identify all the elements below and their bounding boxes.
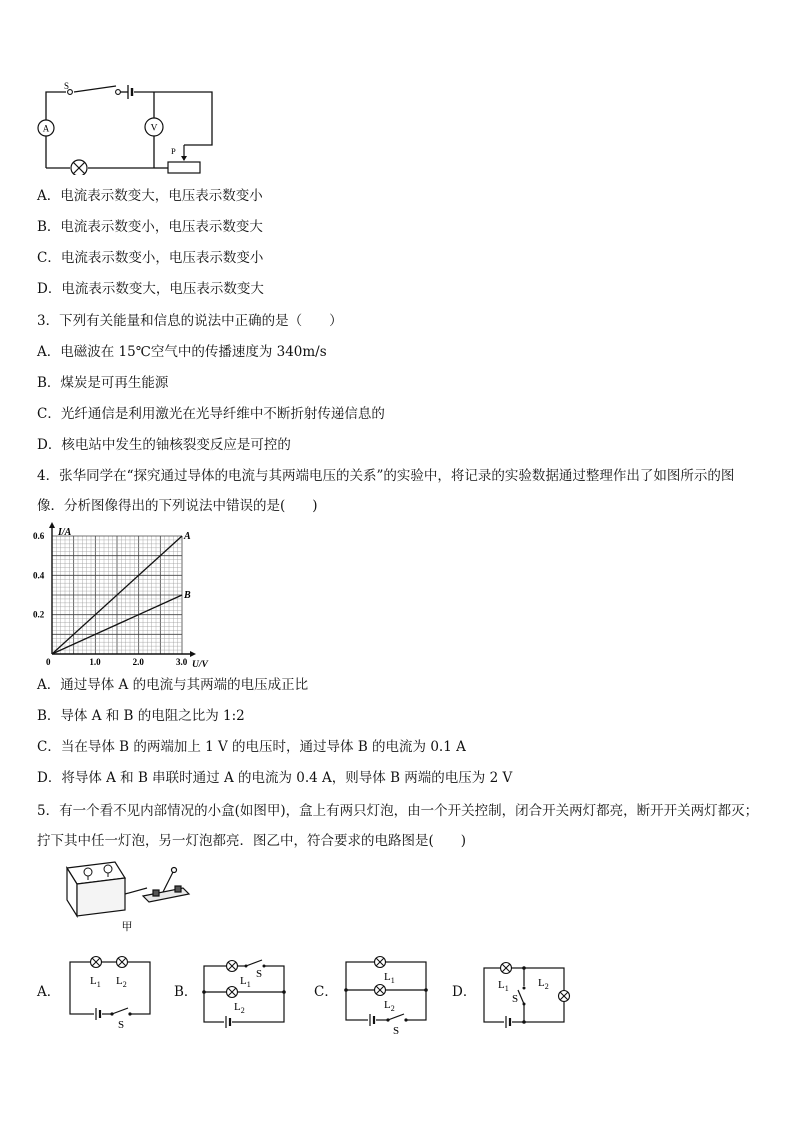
y-tick-label: 0.4 [33,570,45,581]
q4-option-b: B．导体 A 和 B 的电阻之比为 1:2 [37,708,245,724]
q5-option-a-label: A． [37,984,61,1000]
rheostat-symbol [168,145,201,173]
q3-stem: 3．下列有关能量和信息的说法中正确的是（ ） [37,313,343,329]
switch-label: S [393,1025,400,1036]
q5-box-figure [55,858,200,936]
battery-symbol [128,85,132,99]
svg-text:L1: $L_1$ [240,975,251,989]
q2-option-c: C．电流表示数变小，电压表示数变小 [37,250,264,266]
q4-stem: 4．张华同学在“探究通过导体的电流与其两端电压的关系”的实验中，将记录的实验数据通过整理作出了如图所示的图像．分析图像得出的下列说法中错误的是( ) [37,468,735,514]
l2-label: L [234,1001,241,1013]
switch-s-symbol [64,81,120,94]
q3-option-c: C．光纤通信是利用激光在光导纤维中不断折射传递信息的 [37,406,385,422]
q2-option-b: B．电流表示数变小，电压表示数变大 [37,219,263,235]
switch-label: S [64,81,70,91]
voltmeter-symbol [145,118,163,136]
q4-option-d: D．将导体 A 和 B 串联时通过 A 的电流为 0.4 A，则导体 B 两端的电压为 2 V [37,770,513,786]
series-label-a: A [184,531,191,542]
switch-label: S [512,993,519,1005]
q3-option-b: B．煤炭是可再生能源 [37,375,169,391]
l1-label: L [240,975,247,987]
y-tick-label: 0.6 [33,531,45,541]
l2-label: L [384,999,391,1011]
l1-label: L [90,975,97,987]
q5-circuit-d [478,954,573,1034]
q2-option-d: D．电流表示数变大，电压表示数变大 [37,281,264,297]
svg-text:L2: $L_2$ [234,1001,245,1015]
q3-option-d: D．核电站中发生的铀核裂变反应是可控的 [37,437,291,453]
q5-option-c-label: C． [314,984,338,1000]
q5-circuit-b [200,954,290,1034]
l2-label: L [116,975,123,987]
q5-option-d-label: D． [452,984,477,1000]
q5-stem: 5．有一个看不见内部情况的小盒(如图甲)，盒上有两只灯泡，由一个开关控制，闭合开关两灯都亮，断开开关两灯都灭；拧下其中任一灯泡，另一灯泡都亮．图乙中，符合要求的电路图是( ) [37,803,759,849]
x-tick-label: 2.0 [132,657,144,667]
q5-option-b-label: B． [174,984,198,1000]
x-axis-arrow [190,651,196,657]
switch-icon [125,868,189,903]
q4-option-a: A．通过导体 A 的电流与其两端的电压成正比 [37,677,309,693]
svg-text:L2: $L_2$ [384,999,395,1013]
l1-label: L [498,979,505,991]
svg-text:L1: $L_1$ [384,971,395,985]
svg-text:L2: $L_2$ [538,977,549,991]
q4-option-c: C．当在导体 B 的两端加上 1 V 的电压时，通过导体 B 的电流为 0.1 A [37,739,466,755]
q2-option-a: A．电流表示数变大，电压表示数变小 [37,188,263,204]
x-tick-label: 1.0 [89,657,101,667]
l2-label: L [538,977,545,989]
q5-circuit-a [66,954,156,1034]
y-axis-arrow [49,522,55,528]
slider-label: P [171,146,176,156]
ammeter-label: A [42,123,50,134]
lamp-symbol [71,160,87,175]
svg-text:L1: $L_1$ [90,975,101,989]
x-tick-label: 3.0 [176,657,188,667]
y-tick-label: 0.2 [33,609,45,620]
ammeter-symbol [38,120,54,136]
chart-ylabel: I/A [58,527,72,538]
x-tick-label: 0 [46,657,51,667]
svg-text:L2: $L_2$ [116,975,127,989]
q3-option-a: A．电磁波在 15℃空气中的传播速度为 340m/s [37,344,327,360]
series-label-b: B [184,590,191,601]
q2-circuit-diagram [36,80,226,175]
svg-text:L1: $L_1$ [498,979,509,993]
q5-circuit-c [342,954,432,1036]
figure-caption-jia: 甲 [121,921,133,933]
switch-label: S [118,1019,125,1031]
chart-xlabel: U/V [192,660,208,670]
switch-label: S [256,968,263,980]
l1-label: L [384,971,391,983]
voltmeter-label: V [150,123,158,134]
q4-iu-chart [32,522,217,672]
